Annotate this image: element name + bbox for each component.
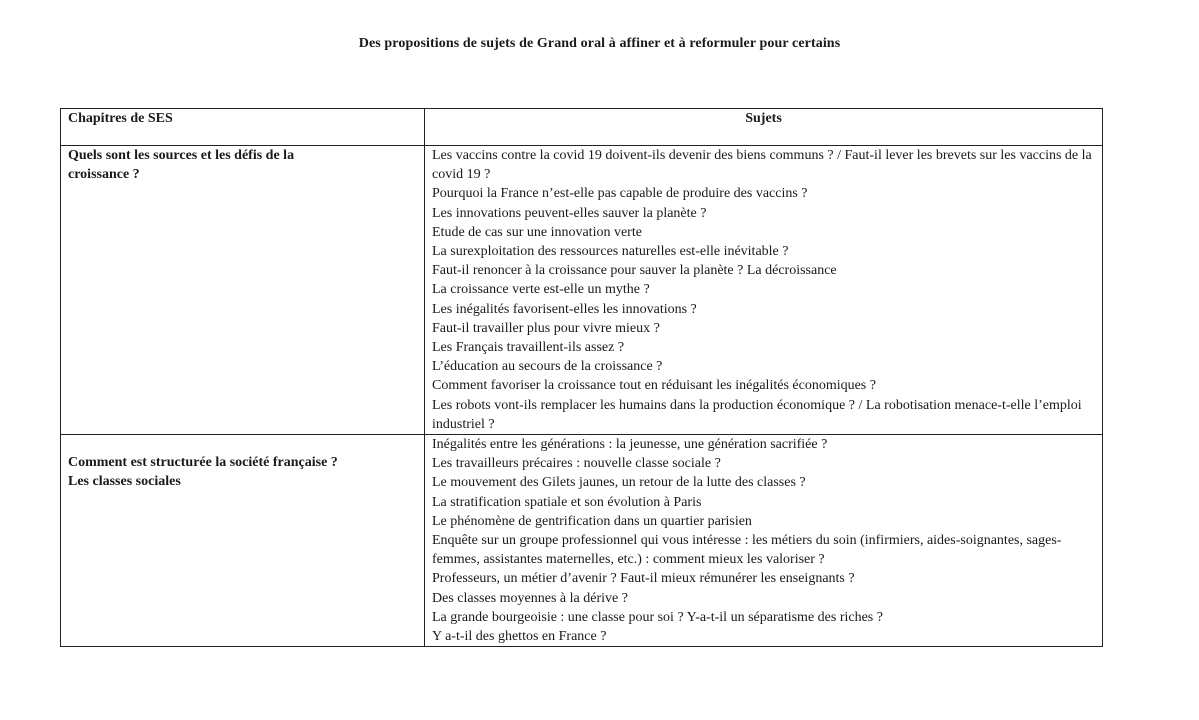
subject-item: Les vaccins contre la covid 19 doivent-ils devenir des biens communs ? / Faut-il lever les brevets sur les vaccins de la covid 19 ? [432, 148, 1092, 183]
table-header-row [61, 109, 1103, 146]
subjects-cell [425, 435, 1103, 647]
chapter-cell [61, 435, 425, 647]
subject-item: La croissance verte est-elle un mythe ? [432, 282, 650, 298]
subject-item: Faut-il renoncer à la croissance pour sauver la planète ? La décroissance [432, 263, 837, 279]
chapter-title-line: Quels sont les sources et les défis de la [68, 148, 295, 163]
subject-item: Les robots vont-ils remplacer les humains dans la production économique ? / La robotisation menace-t-elle l’emploi industriel ? [432, 397, 1082, 432]
subject-item: Faut-il travailler plus pour vivre mieux ? [432, 320, 660, 336]
subject-item: La grande bourgeoisie : une classe pour soi ? Y-a-t-il un séparatisme des riches ? [432, 609, 883, 625]
header-subjects: Sujets [425, 109, 1103, 146]
subject-item: Enquête sur un groupe professionnel qui vous intéresse : les métiers du soin (infirmiers, aides-soignantes, sages-femmes, assistantes maternelles, etc.) : comment mieux les valoriser ? [432, 533, 1062, 568]
subject-item: Des classes moyennes à la dérive ? [432, 590, 628, 606]
subjects-cell [425, 146, 1103, 435]
subjects-table [60, 108, 1103, 647]
chapter-title-line: Comment est structurée la société française ? [68, 455, 338, 471]
subject-item: Pourquoi la France n’est-elle pas capable de produire des vaccins ? [432, 186, 808, 202]
page-title: Des propositions de sujets de Grand oral à affiner et à reformuler pour certains [358, 36, 841, 51]
subject-item: La surexploitation des ressources naturelles est-elle inévitable ? [432, 244, 789, 260]
subject-item: Inégalités entre les générations : la jeunesse, une génération sacrifiée ? [432, 437, 828, 453]
subject-item: La stratification spatiale et son évolution à Paris [432, 494, 702, 510]
subject-item: Les Français travaillent-ils assez ? [432, 340, 625, 356]
subject-item: Etude de cas sur une innovation verte [432, 224, 642, 240]
chapter-cell [61, 146, 425, 435]
subject-item: Comment favoriser la croissance tout en réduisant les inégalités économiques ? [432, 378, 876, 394]
chapter-title-line: croissance ? [68, 167, 140, 183]
subject-item: Les innovations peuvent-elles sauver la planète ? [432, 205, 707, 221]
subject-item: Les travailleurs précaires : nouvelle classe sociale ? [432, 456, 721, 472]
table-row [61, 435, 1103, 647]
subject-item: Y a-t-il des ghettos en France ? [432, 629, 607, 645]
subject-item: Les inégalités favorisent-elles les innovations ? [432, 301, 697, 317]
header-chapters: Chapitres de SES [61, 109, 425, 146]
chapter-title-line: Les classes sociales [68, 474, 181, 490]
table-row [61, 146, 1103, 435]
subject-item: Le phénomène de gentrification dans un quartier parisien [432, 513, 752, 529]
subject-item: Professeurs, un métier d’avenir ? Faut-il mieux rémunérer les enseignants ? [432, 571, 855, 587]
subject-item: L’éducation au secours de la croissance ? [432, 359, 663, 375]
subject-item: Le mouvement des Gilets jaunes, un retour de la lutte des classes ? [432, 475, 806, 491]
